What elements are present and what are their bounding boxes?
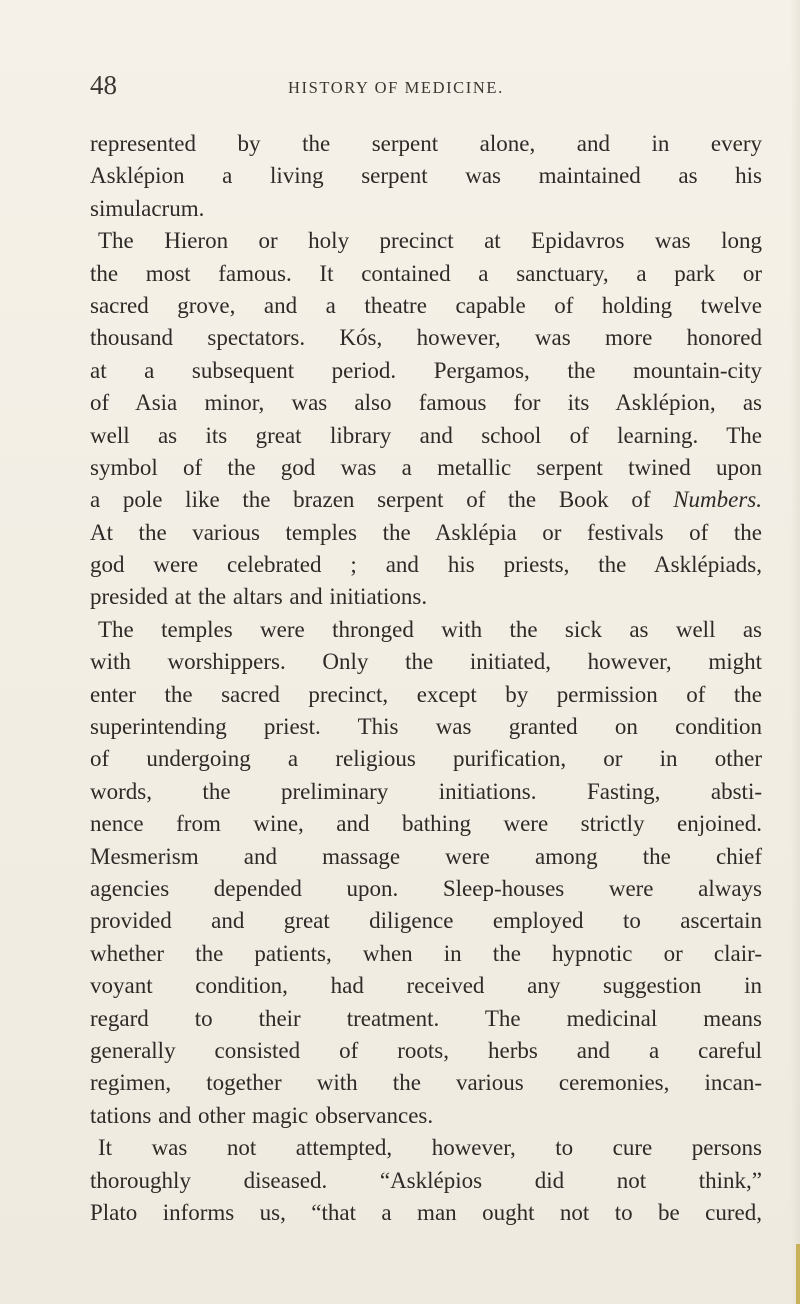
text-line: At the various temples the Asklépia or festivals of the bbox=[90, 519, 762, 545]
italic-word: Numbers. bbox=[673, 487, 762, 513]
text-line: presided at the altars and initiations. bbox=[90, 584, 428, 610]
text-line: simulacrum. bbox=[90, 195, 205, 221]
text-line: god were celebrated ; and his priests, the Asklépiads, bbox=[90, 552, 762, 578]
text-line: The Hieron or holy precinct at Epidavros was long bbox=[98, 228, 762, 254]
text-line: Plato informs us, “that a man ought not to be cured, bbox=[90, 1199, 762, 1225]
running-title: HISTORY OF MEDICINE. bbox=[288, 78, 504, 97]
text-line: Mesmerism and massage were among the chief bbox=[90, 843, 762, 869]
body-text bbox=[90, 128, 762, 1229]
text-line: agencies depended upon. Sleep-houses were always bbox=[90, 875, 762, 901]
page-number: 48 bbox=[90, 70, 117, 100]
running-head bbox=[90, 70, 730, 110]
text-line: generally consisted of roots, herbs and a careful bbox=[90, 1037, 762, 1063]
text-line: with worshippers. Only the initiated, however, might bbox=[90, 649, 762, 675]
text-line: tations and other magic observances. bbox=[90, 1102, 434, 1128]
text-segment: a pole like the brazen serpent of the Book of bbox=[90, 487, 651, 513]
text-line: sacred grove, and a theatre capable of holding twelve bbox=[90, 292, 762, 318]
text-line: It was not attempted, however, to cure persons bbox=[98, 1135, 762, 1161]
text-line: provided and great diligence employed to ascertain bbox=[90, 908, 762, 934]
text-line: well as its great library and school of learning. The bbox=[90, 422, 762, 448]
text-line: superintending priest. This was granted on condition bbox=[90, 714, 762, 740]
text-line-with-italic bbox=[90, 484, 762, 516]
text-line: thousand spectators. Kós, however, was more honored bbox=[90, 325, 762, 351]
text-line: Asklépion a living serpent was maintained as his bbox=[90, 163, 762, 189]
text-line: of undergoing a religious purification, or in other bbox=[90, 746, 762, 772]
text-line: at a subsequent period. Pergamos, the mountain-city bbox=[90, 357, 762, 383]
text-line: thoroughly diseased. “Asklépios did not think,” bbox=[90, 1167, 762, 1193]
text-line: the most famous. It contained a sanctuary, a park or bbox=[90, 260, 762, 286]
text-line: represented by the serpent alone, and in every bbox=[90, 131, 762, 156]
text-line: regimen, together with the various ceremonies, incan- bbox=[90, 1070, 762, 1096]
text-line: nence from wine, and bathing were strictly enjoined. bbox=[90, 811, 762, 837]
page-edge-shadow bbox=[790, 0, 800, 1304]
text-line: voyant condition, had received any suggestion in bbox=[90, 973, 762, 999]
text-line: The temples were thronged with the sick as well as bbox=[98, 616, 762, 642]
text-line: words, the preliminary initiations. Fasting, absti- bbox=[90, 778, 762, 804]
text-line: enter the sacred precinct, except by permission of the bbox=[90, 681, 762, 707]
text-line: of Asia minor, was also famous for its Asklépion, as bbox=[90, 390, 762, 416]
binding-mark bbox=[796, 1244, 800, 1304]
text-line: regard to their treatment. The medicinal means bbox=[90, 1005, 762, 1031]
text-line: whether the patients, when in the hypnotic or clair- bbox=[90, 940, 762, 966]
text-line: symbol of the god was a metallic serpent twined upon bbox=[90, 454, 762, 480]
